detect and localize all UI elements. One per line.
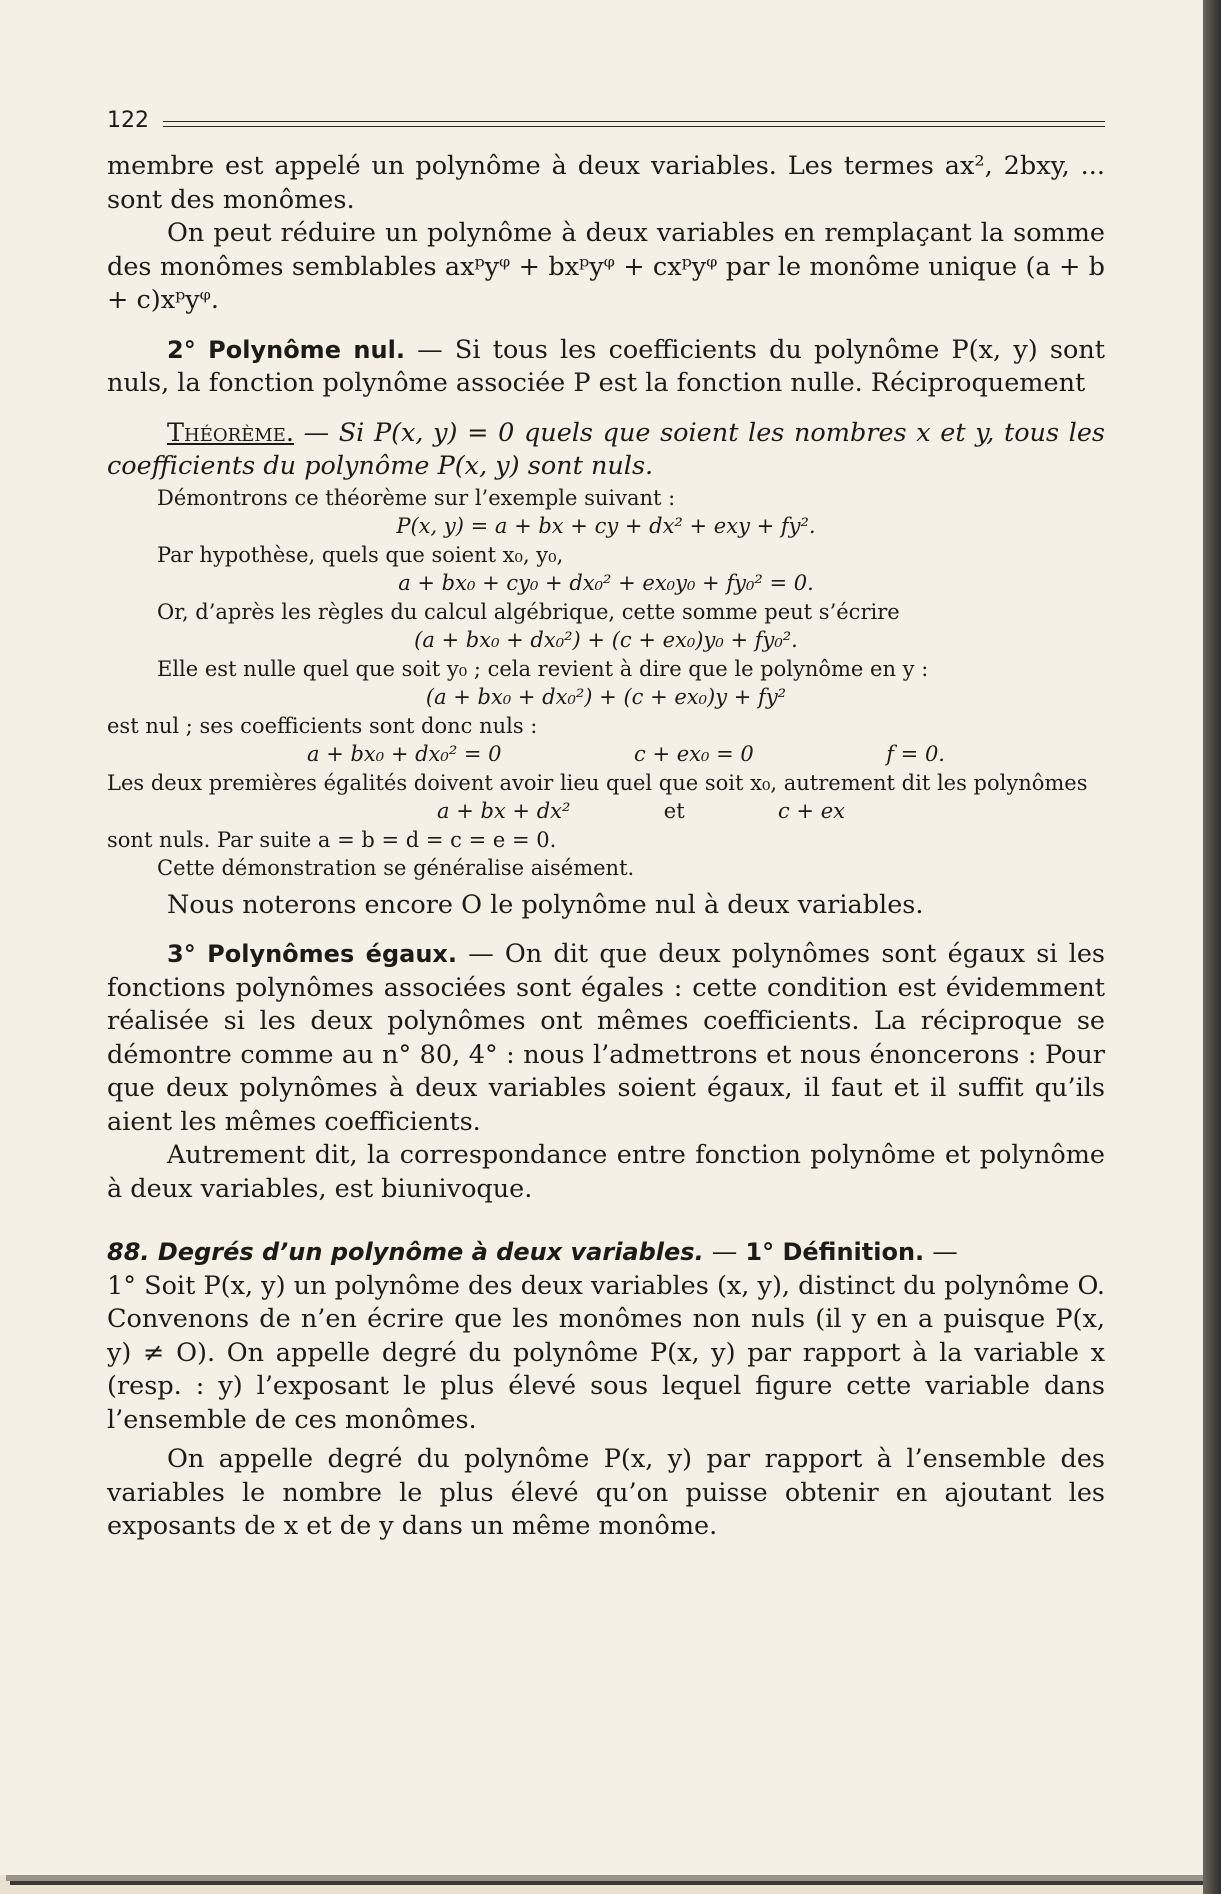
theorem-text: — Si P(x, y) = 0 quels que soient les nombres x et y, tous les coefficients du polynôme P(x, y) sont nuls. <box>107 417 1105 481</box>
page-edge-shadow <box>1203 0 1221 1894</box>
equation-4: (a + bx₀ + dx₀²) + (c + ex₀)y + fy² <box>425 685 787 709</box>
equation-5a: a + bx₀ + dx₀² = 0 <box>307 742 502 766</box>
section-3-title: 3° Polynômes égaux. <box>167 940 458 968</box>
theorem-label: Théorème. <box>167 417 294 448</box>
equation-6c: c + ex <box>778 799 845 823</box>
theorem <box>107 417 1105 484</box>
section-2-text: — Si tous les coefficients du polynôme P(x, y) sont nuls, la fonction polynôme associée P est la fonction nulle. Réciproquement <box>107 334 1105 398</box>
paragraph-3: Nous noterons encore O le polynôme nul à deux variables. <box>167 889 924 920</box>
paragraph-5: On appelle degré du polynôme P(x, y) par rapport à l’ensemble des variables le nombre le plus élevé qu’on puisse obtenir en ajoutant les exposants de x et de y dans un même monôme. <box>107 1444 1105 1541</box>
section-3-paragraph <box>107 938 1105 1139</box>
equation-6-row <box>107 797 1105 826</box>
equation-6a: a + bx + dx² <box>437 799 571 823</box>
demo-line-8: Cette démonstration se généralise aisément. <box>157 856 635 880</box>
equation-3: (a + bx₀ + dx₀²) + (c + ex₀)y₀ + fy₀². <box>414 628 798 652</box>
equation-5c: f = 0. <box>886 742 945 766</box>
section-88-text: 1° Soit P(x, y) un polynôme des deux variables (x, y), distinct du polynôme O. Convenons de n’en écrire que les monômes non nuls (il y en a puisque P(x, y) ≠ O). On appelle degré du polynôme P(x, y) par rapport à la variable x (resp. : y) l’exposant le plus élevé sous lequel figure cette variable dans l’ensemble de ces monômes. <box>107 1270 1105 1435</box>
section-88-title: 88. Degrés d’un polynôme à deux variables. <box>107 1238 704 1266</box>
demo-line-4: Elle est nulle quel que soit y₀ ; cela revient à dire que le polynôme en y : <box>157 656 929 681</box>
page-number: 122 <box>107 108 149 133</box>
equation-6b: et <box>663 799 685 823</box>
page-header <box>107 104 1105 140</box>
paragraph-1: membre est appelé un polynôme à deux variables. Les termes ax², 2bxy, ... sont des monômes. <box>107 151 1105 215</box>
demo-line-7: sont nuls. Par suite a = b = d = c = e = 0. <box>107 827 557 852</box>
demo-line-3: Or, d’après les règles du calcul algébrique, cette somme peut s’écrire <box>157 599 900 624</box>
page-body <box>107 150 1105 1544</box>
paragraph-4: Autrement dit, la correspondance entre fonction polynôme et polynôme à deux variables, est biunivoque. <box>107 1140 1105 1204</box>
section-3-text: — On dit que deux polynômes sont égaux si les fonctions polynômes associées sont égales : cette condition est évidemment réalisée si les deux polynômes ont mêmes coefficients. La réciproque se démontre comme au n° 80, 4° : nous l’admettrons et nous énoncerons : Pour que deux polynômes à deux variables soient égaux, il faut et il suffit qu’ils aient les mêmes coefficients. <box>107 939 1105 1137</box>
demo-line-6: Les deux premières égalités doivent avoir lieu quel que soit x₀, autrement dit les polynômes <box>107 770 1088 795</box>
equation-1: P(x, y) = a + bx + cy + dx² + exy + fy². <box>396 514 816 538</box>
section-2-paragraph <box>107 334 1105 401</box>
demo-line-1: Démontrons ce théorème sur l’exemple suivant : <box>157 485 676 510</box>
paragraph-2: On peut réduire un polynôme à deux variables en remplaçant la somme des monômes semblables axᵖyᵠ + bxᵖyᵠ + cxᵖyᵠ par le monôme unique (a + b + c)xᵖyᵠ. <box>107 218 1105 315</box>
equation-5-row <box>107 740 1105 769</box>
demo-line-5: est nul ; ses coefficients sont donc nuls : <box>107 713 538 738</box>
section-88-heading: 88. Degrés d’un polynôme à deux variables. — 1° Définition. — <box>107 1237 958 1267</box>
section-2-title: 2° Polynôme nul. <box>167 335 405 364</box>
header-rule <box>163 121 1105 127</box>
demo-line-2: Par hypothèse, quels que soient x₀, y₀, <box>157 542 564 567</box>
equation-5b: c + ex₀ = 0 <box>634 742 754 766</box>
equation-2: a + bx₀ + cy₀ + dx₀² + ex₀y₀ + fy₀² = 0. <box>398 571 814 595</box>
section-88-subtitle: 1° Définition. <box>745 1238 925 1266</box>
